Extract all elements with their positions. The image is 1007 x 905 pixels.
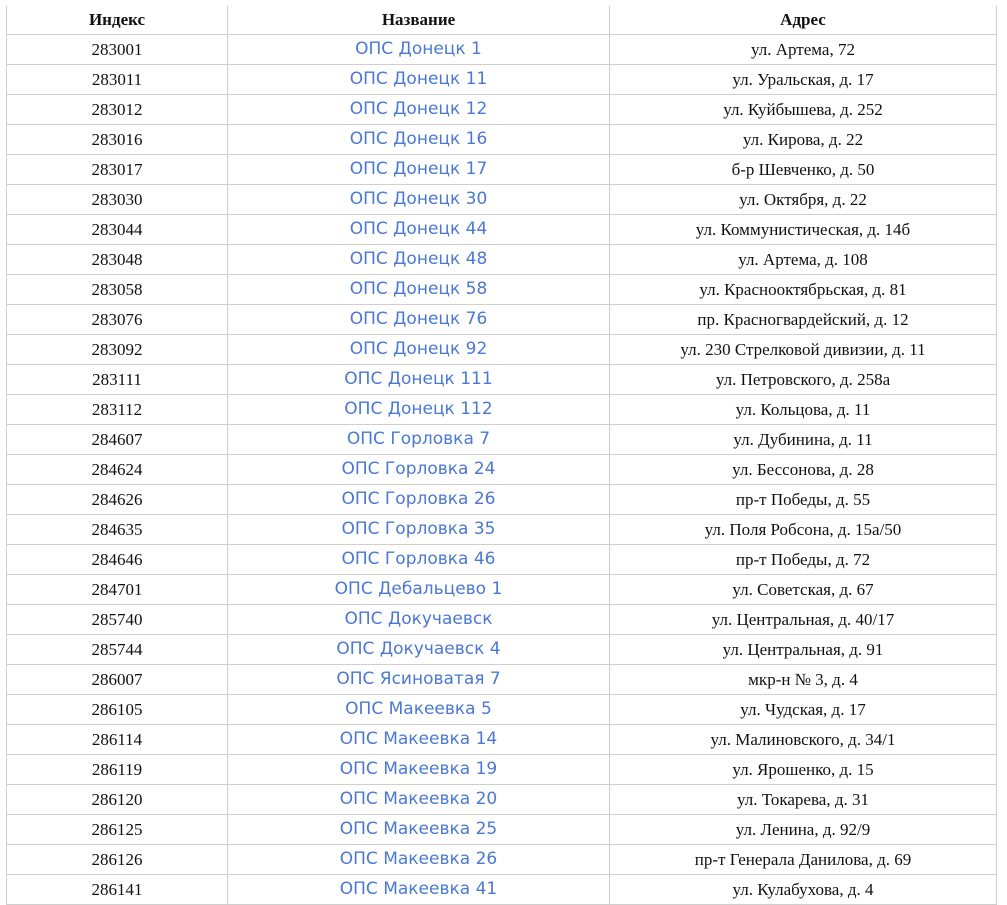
postal-index-cell: 283076 (7, 305, 228, 335)
postal-index-cell: 283044 (7, 215, 228, 245)
address-cell: ул. Коммунистическая, д. 14б (610, 215, 997, 245)
office-name-cell (228, 725, 610, 755)
postal-index-cell: 285740 (7, 605, 228, 635)
table-header (7, 6, 997, 35)
header-row (7, 6, 997, 35)
office-name-link[interactable]: ОПС Донецк 1 (355, 39, 482, 59)
office-name-cell (228, 245, 610, 275)
office-name-link[interactable]: ОПС Макеевка 25 (339, 819, 498, 839)
table-row (7, 575, 997, 605)
office-name-cell (228, 305, 610, 335)
postal-index-cell: 283001 (7, 35, 228, 65)
address-cell: пр-т Победы, д. 72 (610, 545, 997, 575)
office-name-cell (228, 425, 610, 455)
office-name-link[interactable]: ОПС Донецк 111 (344, 369, 493, 389)
table-row (7, 785, 997, 815)
address-cell: ул. Ленина, д. 92/9 (610, 815, 997, 845)
table-row (7, 125, 997, 155)
office-name-cell (228, 125, 610, 155)
address-cell: ул. Октября, д. 22 (610, 185, 997, 215)
header-address: Адрес (610, 6, 997, 35)
postal-index-cell: 284635 (7, 515, 228, 545)
header-index: Индекс (7, 6, 228, 35)
office-name-link[interactable]: ОПС Донецк 58 (349, 279, 488, 299)
address-cell: ул. Артема, 72 (610, 35, 997, 65)
office-name-link[interactable]: ОПС Донецк 16 (349, 129, 488, 149)
postal-index-cell: 283058 (7, 275, 228, 305)
postal-index-cell: 284624 (7, 455, 228, 485)
office-name-cell (228, 785, 610, 815)
office-name-link[interactable]: ОПС Макеевка 26 (339, 849, 498, 869)
address-cell: ул. Куйбышева, д. 252 (610, 95, 997, 125)
table-row (7, 365, 997, 395)
office-name-link[interactable]: ОПС Докучаевск 4 (336, 639, 501, 659)
office-name-cell (228, 515, 610, 545)
office-name-link[interactable]: ОПС Дебальцево 1 (334, 579, 503, 599)
postal-index-cell: 284626 (7, 485, 228, 515)
office-name-cell (228, 95, 610, 125)
office-name-cell (228, 365, 610, 395)
office-name-link[interactable]: ОПС Горловка 24 (341, 459, 496, 479)
office-name-cell (228, 665, 610, 695)
table-row (7, 635, 997, 665)
postal-index-cell: 286007 (7, 665, 228, 695)
table-row (7, 605, 997, 635)
postal-index-cell: 283092 (7, 335, 228, 365)
postal-index-cell: 285744 (7, 635, 228, 665)
address-cell: ул. Чудская, д. 17 (610, 695, 997, 725)
address-cell: ул. Ярошенко, д. 15 (610, 755, 997, 785)
postal-index-cell: 283017 (7, 155, 228, 185)
address-cell: ул. Кирова, д. 22 (610, 125, 997, 155)
address-cell: ул. Бессонова, д. 28 (610, 455, 997, 485)
office-name-cell (228, 635, 610, 665)
office-name-link[interactable]: ОПС Донецк 44 (349, 219, 488, 239)
office-name-cell (228, 485, 610, 515)
office-name-cell (228, 755, 610, 785)
address-cell: мкр-н № 3, д. 4 (610, 665, 997, 695)
postal-index-cell: 283111 (7, 365, 228, 395)
address-cell: ул. 230 Стрелковой дивизии, д. 11 (610, 335, 997, 365)
address-cell: ул. Центральная, д. 40/17 (610, 605, 997, 635)
office-name-link[interactable]: ОПС Горловка 26 (341, 489, 496, 509)
table-row (7, 845, 997, 875)
office-name-cell (228, 35, 610, 65)
address-cell: пр. Красногвардейский, д. 12 (610, 305, 997, 335)
address-cell: ул. Кольцова, д. 11 (610, 395, 997, 425)
office-name-link[interactable]: ОПС Донецк 12 (349, 99, 488, 119)
office-name-cell (228, 155, 610, 185)
address-cell: пр-т Генерала Данилова, д. 69 (610, 845, 997, 875)
table-row (7, 875, 997, 905)
office-name-cell (228, 545, 610, 575)
office-name-link[interactable]: ОПС Макеевка 41 (339, 879, 498, 899)
table-row (7, 665, 997, 695)
office-name-cell (228, 845, 610, 875)
office-name-link[interactable]: ОПС Макеевка 19 (339, 759, 498, 779)
address-cell: ул. Советская, д. 67 (610, 575, 997, 605)
table-row (7, 425, 997, 455)
postal-index-cell: 283112 (7, 395, 228, 425)
office-name-link[interactable]: ОПС Донецк 30 (349, 189, 488, 209)
office-name-cell (228, 875, 610, 905)
office-name-link[interactable]: ОПС Горловка 35 (341, 519, 496, 539)
postal-index-cell: 284646 (7, 545, 228, 575)
office-name-cell (228, 275, 610, 305)
office-name-link[interactable]: ОПС Донецк 48 (349, 249, 488, 269)
postal-index-cell: 284701 (7, 575, 228, 605)
postal-index-cell: 286120 (7, 785, 228, 815)
office-name-link[interactable]: ОПС Донецк 92 (349, 339, 488, 359)
table-row (7, 155, 997, 185)
address-cell: ул. Петровского, д. 258а (610, 365, 997, 395)
table-row (7, 755, 997, 785)
office-name-cell (228, 695, 610, 725)
table-row (7, 245, 997, 275)
postal-index-cell: 284607 (7, 425, 228, 455)
table-row (7, 485, 997, 515)
office-name-cell (228, 455, 610, 485)
postal-index-cell: 286105 (7, 695, 228, 725)
postal-index-cell: 286141 (7, 875, 228, 905)
table-row (7, 515, 997, 545)
address-cell: ул. Кулабухова, д. 4 (610, 875, 997, 905)
table-row (7, 695, 997, 725)
table-body (7, 35, 997, 905)
office-name-link[interactable]: ОПС Макеевка 14 (339, 729, 498, 749)
address-cell: ул. Малиновского, д. 34/1 (610, 725, 997, 755)
office-name-cell (228, 575, 610, 605)
table-row (7, 35, 997, 65)
address-cell: пр-т Победы, д. 55 (610, 485, 997, 515)
office-name-link[interactable]: ОПС Горловка 7 (346, 429, 491, 449)
postal-index-cell: 283011 (7, 65, 228, 95)
address-cell: ул. Артема, д. 108 (610, 245, 997, 275)
header-name: Название (228, 6, 610, 35)
office-name-link[interactable]: ОПС Докучаевск (344, 609, 493, 629)
address-cell: ул. Поля Робсона, д. 15а/50 (610, 515, 997, 545)
address-cell: ул. Уральская, д. 17 (610, 65, 997, 95)
office-name-link[interactable]: ОПС Донецк 11 (349, 69, 488, 89)
table-row (7, 65, 997, 95)
post-offices-table-container (6, 6, 996, 905)
postal-index-cell: 283030 (7, 185, 228, 215)
address-cell: ул. Центральная, д. 91 (610, 635, 997, 665)
table-row (7, 455, 997, 485)
postal-index-cell: 283012 (7, 95, 228, 125)
office-name-cell (228, 215, 610, 245)
table-row (7, 395, 997, 425)
office-name-link[interactable]: ОПС Макеевка 20 (339, 789, 498, 809)
table-row (7, 95, 997, 125)
office-name-link[interactable]: ОПС Донецк 112 (344, 399, 493, 419)
office-name-cell (228, 335, 610, 365)
table-row (7, 335, 997, 365)
address-cell: б-р Шевченко, д. 50 (610, 155, 997, 185)
office-name-cell (228, 395, 610, 425)
office-name-link[interactable]: ОПС Горловка 46 (341, 549, 496, 569)
postal-index-cell: 283048 (7, 245, 228, 275)
table-row (7, 305, 997, 335)
table-row (7, 725, 997, 755)
office-name-link[interactable]: ОПС Макеевка 5 (345, 699, 492, 719)
post-offices-table (6, 6, 997, 905)
table-row (7, 815, 997, 845)
postal-index-cell: 286114 (7, 725, 228, 755)
office-name-cell (228, 815, 610, 845)
address-cell: ул. Дубинина, д. 11 (610, 425, 997, 455)
address-cell: ул. Токарева, д. 31 (610, 785, 997, 815)
office-name-link[interactable]: ОПС Ясиноватая 7 (336, 669, 501, 689)
office-name-cell (228, 65, 610, 95)
table-row (7, 275, 997, 305)
table-row (7, 215, 997, 245)
office-name-cell (228, 605, 610, 635)
postal-index-cell: 283016 (7, 125, 228, 155)
office-name-link[interactable]: ОПС Донецк 76 (349, 309, 488, 329)
postal-index-cell: 286126 (7, 845, 228, 875)
address-cell: ул. Краснооктябрьская, д. 81 (610, 275, 997, 305)
table-row (7, 545, 997, 575)
postal-index-cell: 286125 (7, 815, 228, 845)
table-row (7, 185, 997, 215)
office-name-cell (228, 185, 610, 215)
office-name-link[interactable]: ОПС Донецк 17 (349, 159, 488, 179)
postal-index-cell: 286119 (7, 755, 228, 785)
